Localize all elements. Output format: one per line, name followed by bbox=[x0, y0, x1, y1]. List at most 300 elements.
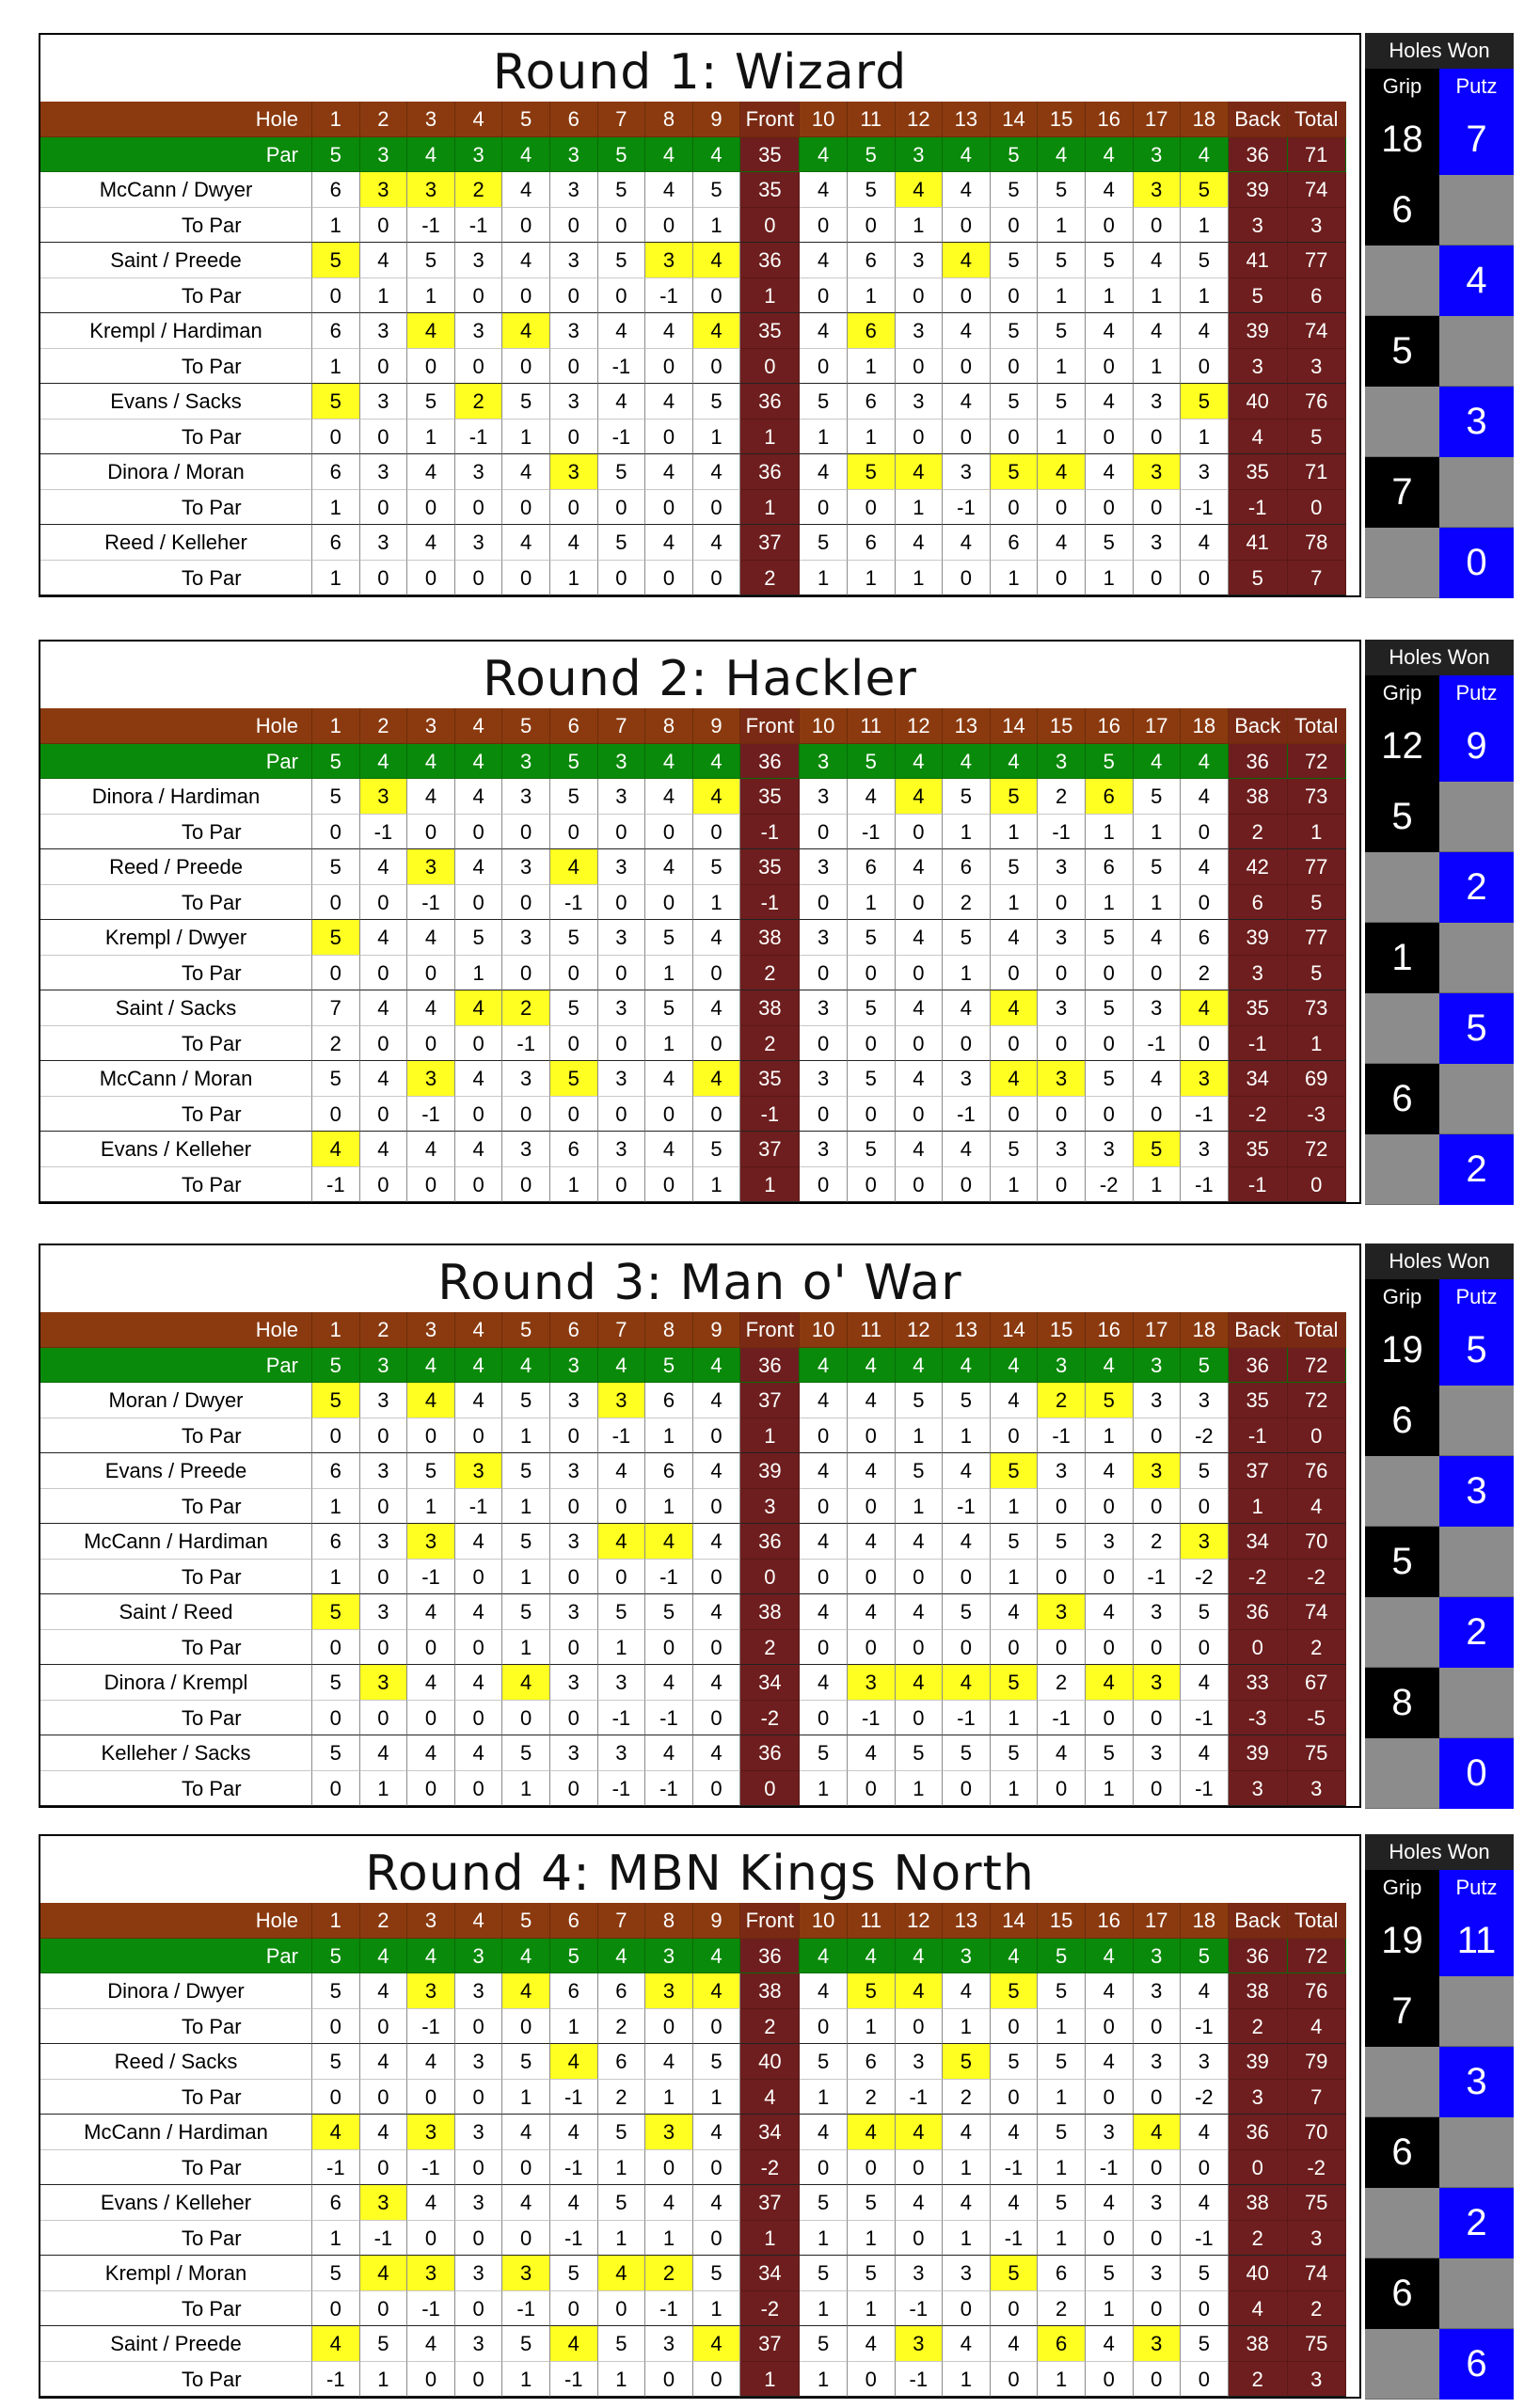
holes-won-label: Holes Won bbox=[1365, 640, 1514, 675]
hole-header-cell: 6 bbox=[550, 708, 598, 744]
hole-header-cell: 2 bbox=[360, 1903, 408, 1939]
player-scores-cell: 4 bbox=[645, 1524, 693, 1560]
par-cell: 4 bbox=[1038, 137, 1086, 173]
pair-result-row bbox=[1365, 993, 1514, 1064]
player-scores-cell: 4 bbox=[1038, 1735, 1086, 1771]
player-to-par-label: To Par bbox=[40, 815, 312, 850]
player-to-par-cell: 0 bbox=[800, 490, 848, 526]
pair-results bbox=[1365, 1976, 1514, 2400]
par-cell: 36 bbox=[1229, 1939, 1288, 1974]
player-scores-cell: 4 bbox=[1181, 313, 1229, 349]
player-to-par-cell: 0 bbox=[407, 1630, 455, 1666]
player-scores-cell: 4 bbox=[645, 525, 693, 561]
player-scores-cell: 4 bbox=[896, 2185, 944, 2221]
hole-header-cell: Back bbox=[1229, 1903, 1288, 1939]
player-scores-cell: 4 bbox=[455, 779, 503, 815]
player-scores-cell: 5 bbox=[1038, 1973, 1086, 2009]
hole-header-cell: 13 bbox=[943, 102, 991, 137]
player-scores-cell: 5 bbox=[312, 1061, 360, 1097]
par-cell: 4 bbox=[693, 137, 741, 173]
player-to-par-cell: -1 bbox=[502, 2291, 550, 2327]
holes-won-label: Holes Won bbox=[1365, 33, 1514, 69]
par-cell: 4 bbox=[1134, 744, 1182, 780]
player-to-par-cell: 0 bbox=[645, 1167, 693, 1203]
player-scores-cell: 4 bbox=[312, 1132, 360, 1167]
player-scores-cell: 4 bbox=[800, 172, 848, 208]
hole-header-cell: 10 bbox=[800, 1312, 848, 1348]
putz-pair-won bbox=[1439, 782, 1514, 852]
player-to-par-cell: 0 bbox=[360, 1560, 408, 1595]
player-to-par-cell: 1 bbox=[1134, 885, 1182, 921]
player-to-par-cell: 0 bbox=[848, 1026, 896, 1062]
player-to-par-cell: 0 bbox=[360, 1418, 408, 1454]
player-to-par-cell: 1 bbox=[1181, 420, 1229, 455]
par-cell: 5 bbox=[550, 1939, 598, 1974]
player-to-par-cell: 1 bbox=[1038, 208, 1086, 244]
player-scores-cell: 74 bbox=[1288, 313, 1346, 349]
player-to-par-cell: 6 bbox=[1288, 278, 1346, 314]
player-scores-cell: 3 bbox=[407, 849, 455, 885]
player-to-par-cell: -2 bbox=[1229, 1560, 1288, 1595]
player-to-par-cell: 1 bbox=[991, 1167, 1039, 1203]
player-to-par-cell: 0 bbox=[896, 420, 944, 455]
player-scores-cell: 5 bbox=[1086, 2256, 1134, 2291]
player-to-par-cell: 3 bbox=[1288, 2221, 1346, 2257]
player-to-par-cell: 0 bbox=[848, 1167, 896, 1203]
player-to-par-cell: 0 bbox=[693, 1026, 741, 1062]
hole-header-cell: 6 bbox=[550, 1903, 598, 1939]
player-to-par-cell: -2 bbox=[740, 2291, 800, 2327]
player-to-par-cell: 0 bbox=[360, 1026, 408, 1062]
player-scores-cell: 4 bbox=[991, 990, 1039, 1026]
player-scores-cell: 4 bbox=[848, 2115, 896, 2150]
par-cell: 36 bbox=[740, 1348, 800, 1384]
player-to-par-cell: 0 bbox=[800, 1630, 848, 1666]
player-to-par-cell: 0 bbox=[1038, 490, 1086, 526]
player-to-par-cell: 1 bbox=[800, 561, 848, 596]
player-to-par-cell: -2 bbox=[1086, 1167, 1134, 1203]
player-scores-cell: 4 bbox=[645, 2185, 693, 2221]
player-scores-cell: 4 bbox=[550, 2044, 598, 2080]
player-to-par-cell: -1 bbox=[991, 2150, 1039, 2186]
player-scores-cell: 34 bbox=[1229, 1061, 1288, 1097]
hole-header-cell: 7 bbox=[598, 1903, 646, 1939]
player-scores-cell: 4 bbox=[991, 1061, 1039, 1097]
player-to-par-cell: 3 bbox=[1288, 1771, 1346, 1807]
player-to-par-cell: -2 bbox=[1288, 1560, 1346, 1595]
player-to-par-cell: 1 bbox=[502, 1560, 550, 1595]
player-to-par-cell: 0 bbox=[312, 956, 360, 991]
player-to-par-cell: 0 bbox=[598, 1560, 646, 1595]
hole-header-cell: 7 bbox=[598, 1312, 646, 1348]
player-scores-cell: 4 bbox=[407, 454, 455, 490]
player-to-par-cell: -1 bbox=[1229, 490, 1288, 526]
player-scores-label: McCann / Hardiman bbox=[40, 1524, 312, 1560]
par-cell: 3 bbox=[1134, 137, 1182, 173]
player-scores-cell: 4 bbox=[943, 2326, 991, 2362]
player-scores-cell: 3 bbox=[550, 313, 598, 349]
player-to-par-label: To Par bbox=[40, 2291, 312, 2327]
player-to-par-cell: 0 bbox=[943, 420, 991, 455]
player-scores-cell: 4 bbox=[896, 2115, 944, 2150]
player-scores-cell: 4 bbox=[550, 2115, 598, 2150]
grip-label: Grip bbox=[1365, 1870, 1439, 1906]
par-cell: 4 bbox=[407, 744, 455, 780]
player-scores-cell: 3 bbox=[1134, 1735, 1182, 1771]
player-scores-cell: 3 bbox=[455, 313, 503, 349]
player-to-par-cell: 0 bbox=[407, 815, 455, 850]
hole-header-cell: 18 bbox=[1181, 102, 1229, 137]
player-scores-cell: 74 bbox=[1288, 172, 1346, 208]
player-to-par-cell: 0 bbox=[598, 815, 646, 850]
player-to-par-cell: 0 bbox=[502, 2221, 550, 2257]
player-to-par-cell: 1 bbox=[1288, 815, 1346, 850]
holes-won-panel bbox=[1365, 1834, 1514, 2400]
player-scores-label: Dinora / Hardiman bbox=[40, 779, 312, 815]
putz-pair-won: 6 bbox=[1439, 2329, 1514, 2400]
player-scores-cell: 73 bbox=[1288, 990, 1346, 1026]
player-scores-cell: 4 bbox=[1086, 313, 1134, 349]
putz-pair-won bbox=[1439, 923, 1514, 993]
player-to-par-cell: 0 bbox=[1086, 208, 1134, 244]
hole-header-cell: 6 bbox=[550, 1312, 598, 1348]
player-to-par-cell: 0 bbox=[800, 1701, 848, 1736]
player-to-par-cell: 1 bbox=[848, 885, 896, 921]
player-to-par-cell: 0 bbox=[943, 1167, 991, 1203]
player-scores-cell: 5 bbox=[800, 2256, 848, 2291]
player-scores-cell: 6 bbox=[848, 2044, 896, 2080]
player-scores-label: Saint / Reed bbox=[40, 1594, 312, 1630]
player-scores-cell: 3 bbox=[550, 1453, 598, 1489]
player-scores-cell: 3 bbox=[1134, 384, 1182, 420]
player-to-par-cell: 0 bbox=[1229, 2150, 1288, 2186]
player-to-par-cell: 1 bbox=[943, 2221, 991, 2257]
player-scores-cell: 3 bbox=[943, 1061, 991, 1097]
player-scores-cell: 5 bbox=[800, 1735, 848, 1771]
player-to-par-cell: -1 bbox=[550, 885, 598, 921]
player-scores-cell: 4 bbox=[800, 1383, 848, 1418]
player-scores-cell: 5 bbox=[991, 243, 1039, 278]
player-to-par-cell: -1 bbox=[943, 1701, 991, 1736]
player-scores-cell: 3 bbox=[598, 1383, 646, 1418]
player-to-par-cell: 0 bbox=[896, 349, 944, 385]
player-to-par-cell: -1 bbox=[1181, 1167, 1229, 1203]
team-totals bbox=[1365, 1906, 1514, 1976]
player-to-par-cell: 0 bbox=[502, 815, 550, 850]
hole-header-cell: 4 bbox=[455, 102, 503, 137]
player-to-par-cell: 1 bbox=[1086, 1771, 1134, 1807]
player-scores-cell: 3 bbox=[896, 2256, 944, 2291]
player-to-par-cell: 3 bbox=[1229, 2080, 1288, 2115]
player-to-par-cell: 1 bbox=[312, 490, 360, 526]
player-to-par-cell: -1 bbox=[896, 2362, 944, 2398]
player-to-par-label: To Par bbox=[40, 1701, 312, 1736]
player-to-par-cell: 1 bbox=[1134, 1167, 1182, 1203]
player-scores-cell: 4 bbox=[1086, 2326, 1134, 2362]
player-to-par-cell: 0 bbox=[1134, 1771, 1182, 1807]
player-to-par-cell: 0 bbox=[550, 1701, 598, 1736]
player-scores-cell: 4 bbox=[1086, 172, 1134, 208]
player-scores-cell: 6 bbox=[312, 172, 360, 208]
player-scores-cell: 4 bbox=[407, 1594, 455, 1630]
player-to-par-label: To Par bbox=[40, 420, 312, 455]
player-scores-cell: 3 bbox=[455, 1973, 503, 2009]
player-scores-cell: 5 bbox=[312, 1973, 360, 2009]
player-to-par-cell: 1 bbox=[360, 2362, 408, 2398]
player-to-par-cell: 0 bbox=[455, 2291, 503, 2327]
hole-header-cell: 5 bbox=[502, 102, 550, 137]
player-to-par-cell: 0 bbox=[360, 956, 408, 991]
hole-header-cell: 12 bbox=[896, 1312, 944, 1348]
hole-header-cell: 11 bbox=[848, 1903, 896, 1939]
player-scores-cell: 3 bbox=[598, 1061, 646, 1097]
player-to-par-cell: 1 bbox=[740, 1418, 800, 1454]
player-scores-cell: 4 bbox=[848, 1735, 896, 1771]
hole-header-cell: 15 bbox=[1038, 708, 1086, 744]
player-scores-label: McCann / Moran bbox=[40, 1061, 312, 1097]
player-scores-cell: 6 bbox=[848, 243, 896, 278]
player-scores-cell: 2 bbox=[455, 384, 503, 420]
hole-header-cell: Total bbox=[1288, 102, 1346, 137]
player-to-par-cell: 0 bbox=[550, 2291, 598, 2327]
player-to-par-cell: 0 bbox=[645, 490, 693, 526]
player-scores-cell: 4 bbox=[896, 172, 944, 208]
pair-result-row bbox=[1365, 528, 1514, 598]
pair-result-row bbox=[1365, 1976, 1514, 2047]
player-scores-cell: 4 bbox=[943, 1453, 991, 1489]
grip-pair-won: 6 bbox=[1365, 1064, 1439, 1134]
player-scores-label: Saint / Preede bbox=[40, 2326, 312, 2362]
player-to-par-cell: 1 bbox=[693, 208, 741, 244]
hole-header-cell: 3 bbox=[407, 708, 455, 744]
player-scores-cell: 4 bbox=[896, 1594, 944, 1630]
player-scores-cell: 4 bbox=[943, 172, 991, 208]
player-scores-cell: 72 bbox=[1288, 1132, 1346, 1167]
player-to-par-cell: 1 bbox=[598, 1630, 646, 1666]
par-cell: 3 bbox=[360, 1348, 408, 1384]
hole-header-cell: Back bbox=[1229, 708, 1288, 744]
player-to-par-cell: -1 bbox=[1181, 2009, 1229, 2045]
hole-header-label: Hole bbox=[40, 102, 312, 137]
player-to-par-cell: -1 bbox=[896, 2291, 944, 2327]
player-scores-cell: 3 bbox=[550, 1665, 598, 1701]
player-to-par-cell: 0 bbox=[502, 349, 550, 385]
player-to-par-label: To Par bbox=[40, 278, 312, 314]
player-scores-cell: 41 bbox=[1229, 525, 1288, 561]
player-to-par-cell: 0 bbox=[1134, 208, 1182, 244]
player-scores-cell: 5 bbox=[800, 2044, 848, 2080]
player-to-par-cell: 1 bbox=[1086, 278, 1134, 314]
player-scores-cell: 6 bbox=[645, 1383, 693, 1418]
par-cell: 36 bbox=[740, 1939, 800, 1974]
player-to-par-label: To Par bbox=[40, 2150, 312, 2186]
player-to-par-cell: -1 bbox=[848, 1701, 896, 1736]
player-scores-cell: 73 bbox=[1288, 779, 1346, 815]
player-to-par-cell: 0 bbox=[312, 2080, 360, 2115]
player-to-par-cell: 1 bbox=[360, 1771, 408, 1807]
player-scores-cell: 41 bbox=[1229, 243, 1288, 278]
player-to-par-cell: 3 bbox=[1288, 349, 1346, 385]
player-scores-cell: 4 bbox=[455, 1524, 503, 1560]
player-scores-cell: 5 bbox=[693, 2044, 741, 2080]
putz-pair-won: 3 bbox=[1439, 387, 1514, 457]
player-to-par-cell: 0 bbox=[645, 420, 693, 455]
player-to-par-cell: 0 bbox=[502, 490, 550, 526]
hole-header-cell: 11 bbox=[848, 1312, 896, 1348]
player-scores-cell: 3 bbox=[598, 920, 646, 956]
player-scores-cell: 4 bbox=[943, 1973, 991, 2009]
player-scores-cell: 3 bbox=[896, 313, 944, 349]
player-scores-label: Krempl / Moran bbox=[40, 2256, 312, 2291]
putz-total: 11 bbox=[1439, 1906, 1514, 1976]
player-scores-cell: 4 bbox=[848, 1524, 896, 1560]
putz-label: Putz bbox=[1439, 69, 1514, 104]
putz-pair-won: 4 bbox=[1439, 246, 1514, 316]
player-scores-cell: 4 bbox=[645, 384, 693, 420]
player-scores-cell: 5 bbox=[502, 2326, 550, 2362]
par-cell: 3 bbox=[943, 1939, 991, 1974]
player-to-par-cell: 1 bbox=[312, 561, 360, 596]
player-to-par-cell: 0 bbox=[1181, 815, 1229, 850]
player-to-par-cell: 0 bbox=[550, 490, 598, 526]
player-scores-cell: 3 bbox=[1181, 454, 1229, 490]
player-scores-cell: 5 bbox=[1038, 243, 1086, 278]
player-scores-cell: 4 bbox=[1086, 2185, 1134, 2221]
player-to-par-cell: -3 bbox=[1229, 1701, 1288, 1736]
player-to-par-cell: 0 bbox=[1181, 1489, 1229, 1525]
hole-header-cell: 12 bbox=[896, 1903, 944, 1939]
player-to-par-cell: -1 bbox=[407, 2291, 455, 2327]
player-to-par-cell: 0 bbox=[502, 278, 550, 314]
player-scores-cell: 4 bbox=[896, 454, 944, 490]
player-to-par-cell: 1 bbox=[896, 561, 944, 596]
player-to-par-cell: 0 bbox=[312, 815, 360, 850]
player-scores-cell: 6 bbox=[848, 313, 896, 349]
player-scores-cell: 5 bbox=[848, 1973, 896, 2009]
par-cell: 4 bbox=[407, 1939, 455, 1974]
player-to-par-cell: 4 bbox=[1229, 2291, 1288, 2327]
pair-result-row bbox=[1365, 1668, 1514, 1738]
player-scores-cell: 76 bbox=[1288, 1973, 1346, 2009]
player-scores-cell: 3 bbox=[1038, 920, 1086, 956]
player-to-par-cell: 0 bbox=[991, 956, 1039, 991]
hole-header-cell: 18 bbox=[1181, 1903, 1229, 1939]
player-scores-cell: 4 bbox=[1086, 1973, 1134, 2009]
player-to-par-cell: 1 bbox=[455, 956, 503, 991]
player-to-par-cell: 0 bbox=[1134, 2291, 1182, 2327]
player-to-par-cell: 0 bbox=[312, 420, 360, 455]
player-scores-label: Evans / Preede bbox=[40, 1453, 312, 1489]
player-to-par-cell: 1 bbox=[896, 1489, 944, 1525]
player-scores-label: Evans / Kelleher bbox=[40, 1132, 312, 1167]
grip-pair-won: 6 bbox=[1365, 175, 1439, 246]
player-scores-cell: 6 bbox=[1038, 2326, 1086, 2362]
par-cell: 4 bbox=[455, 1348, 503, 1384]
player-scores-cell: 76 bbox=[1288, 1453, 1346, 1489]
player-to-par-cell: 0 bbox=[991, 349, 1039, 385]
player-to-par-cell: 1 bbox=[740, 2362, 800, 2398]
hole-header-cell: 14 bbox=[991, 708, 1039, 744]
hole-header-cell: 1 bbox=[312, 708, 360, 744]
par-cell: 4 bbox=[502, 1348, 550, 1384]
player-to-par-cell: 0 bbox=[645, 2150, 693, 2186]
player-scores-cell: 4 bbox=[693, 1383, 741, 1418]
player-to-par-cell: 2 bbox=[1229, 2009, 1288, 2045]
player-to-par-cell: -1 bbox=[740, 1097, 800, 1133]
player-to-par-cell: 1 bbox=[502, 1489, 550, 1525]
player-scores-cell: 6 bbox=[312, 454, 360, 490]
player-scores-cell: 4 bbox=[991, 2185, 1039, 2221]
player-scores-cell: 77 bbox=[1288, 920, 1346, 956]
player-to-par-cell: 1 bbox=[848, 420, 896, 455]
par-cell: 5 bbox=[312, 744, 360, 780]
player-scores-cell: 33 bbox=[1229, 1665, 1288, 1701]
player-scores-label: Reed / Kelleher bbox=[40, 525, 312, 561]
player-scores-cell: 3 bbox=[800, 779, 848, 815]
player-to-par-cell: 0 bbox=[848, 490, 896, 526]
player-to-par-cell: -1 bbox=[312, 2150, 360, 2186]
player-to-par-cell: 0 bbox=[550, 815, 598, 850]
player-scores-cell: 4 bbox=[943, 313, 991, 349]
player-to-par-cell: -1 bbox=[848, 815, 896, 850]
par-cell: 4 bbox=[943, 1348, 991, 1384]
player-scores-cell: 5 bbox=[312, 1665, 360, 1701]
player-to-par-cell: 0 bbox=[1086, 490, 1134, 526]
hole-header-cell: Total bbox=[1288, 1312, 1346, 1348]
player-to-par-cell: 0 bbox=[1134, 2362, 1182, 2398]
player-to-par-cell: 0 bbox=[896, 815, 944, 850]
player-to-par-cell: 0 bbox=[693, 1771, 741, 1807]
player-to-par-cell: 0 bbox=[455, 2150, 503, 2186]
player-to-par-cell: -1 bbox=[550, 2080, 598, 2115]
player-scores-cell: 3 bbox=[1181, 2044, 1229, 2080]
player-to-par-cell: 0 bbox=[455, 1097, 503, 1133]
player-scores-cell: 39 bbox=[1229, 2044, 1288, 2080]
player-scores-cell: 3 bbox=[896, 243, 944, 278]
player-scores-cell: 5 bbox=[1086, 1735, 1134, 1771]
round-card bbox=[39, 1244, 1361, 1808]
player-scores-cell: 3 bbox=[1134, 1383, 1182, 1418]
player-to-par-cell: 1 bbox=[502, 420, 550, 455]
player-scores-label: Dinora / Dwyer bbox=[40, 1973, 312, 2009]
player-scores-cell: 5 bbox=[991, 1524, 1039, 1560]
putz-pair-won bbox=[1439, 2258, 1514, 2329]
player-scores-cell: 4 bbox=[693, 1665, 741, 1701]
player-scores-cell: 5 bbox=[848, 454, 896, 490]
player-scores-cell: 40 bbox=[740, 2044, 800, 2080]
player-scores-cell: 5 bbox=[991, 2044, 1039, 2080]
player-scores-label: McCann / Dwyer bbox=[40, 172, 312, 208]
player-scores-cell: 35 bbox=[1229, 990, 1288, 1026]
player-scores-cell: 3 bbox=[550, 1594, 598, 1630]
player-to-par-cell: 0 bbox=[693, 1418, 741, 1454]
player-to-par-cell: 2 bbox=[740, 561, 800, 596]
player-scores-cell: 39 bbox=[740, 1453, 800, 1489]
player-to-par-cell: 0 bbox=[455, 349, 503, 385]
player-to-par-cell: 0 bbox=[848, 1097, 896, 1133]
player-scores-cell: 4 bbox=[1086, 1594, 1134, 1630]
player-to-par-cell: 0 bbox=[1086, 349, 1134, 385]
player-to-par-cell: -1 bbox=[455, 1489, 503, 1525]
player-to-par-cell: 1 bbox=[943, 2362, 991, 2398]
player-scores-label: Dinora / Krempl bbox=[40, 1665, 312, 1701]
player-to-par-cell: 1 bbox=[848, 2291, 896, 2327]
player-to-par-cell: 1 bbox=[991, 1560, 1039, 1595]
putz-pair-won bbox=[1439, 457, 1514, 528]
grip-total: 19 bbox=[1365, 1315, 1439, 1386]
player-to-par-cell: 5 bbox=[1229, 561, 1288, 596]
player-scores-cell: 3 bbox=[407, 2115, 455, 2150]
